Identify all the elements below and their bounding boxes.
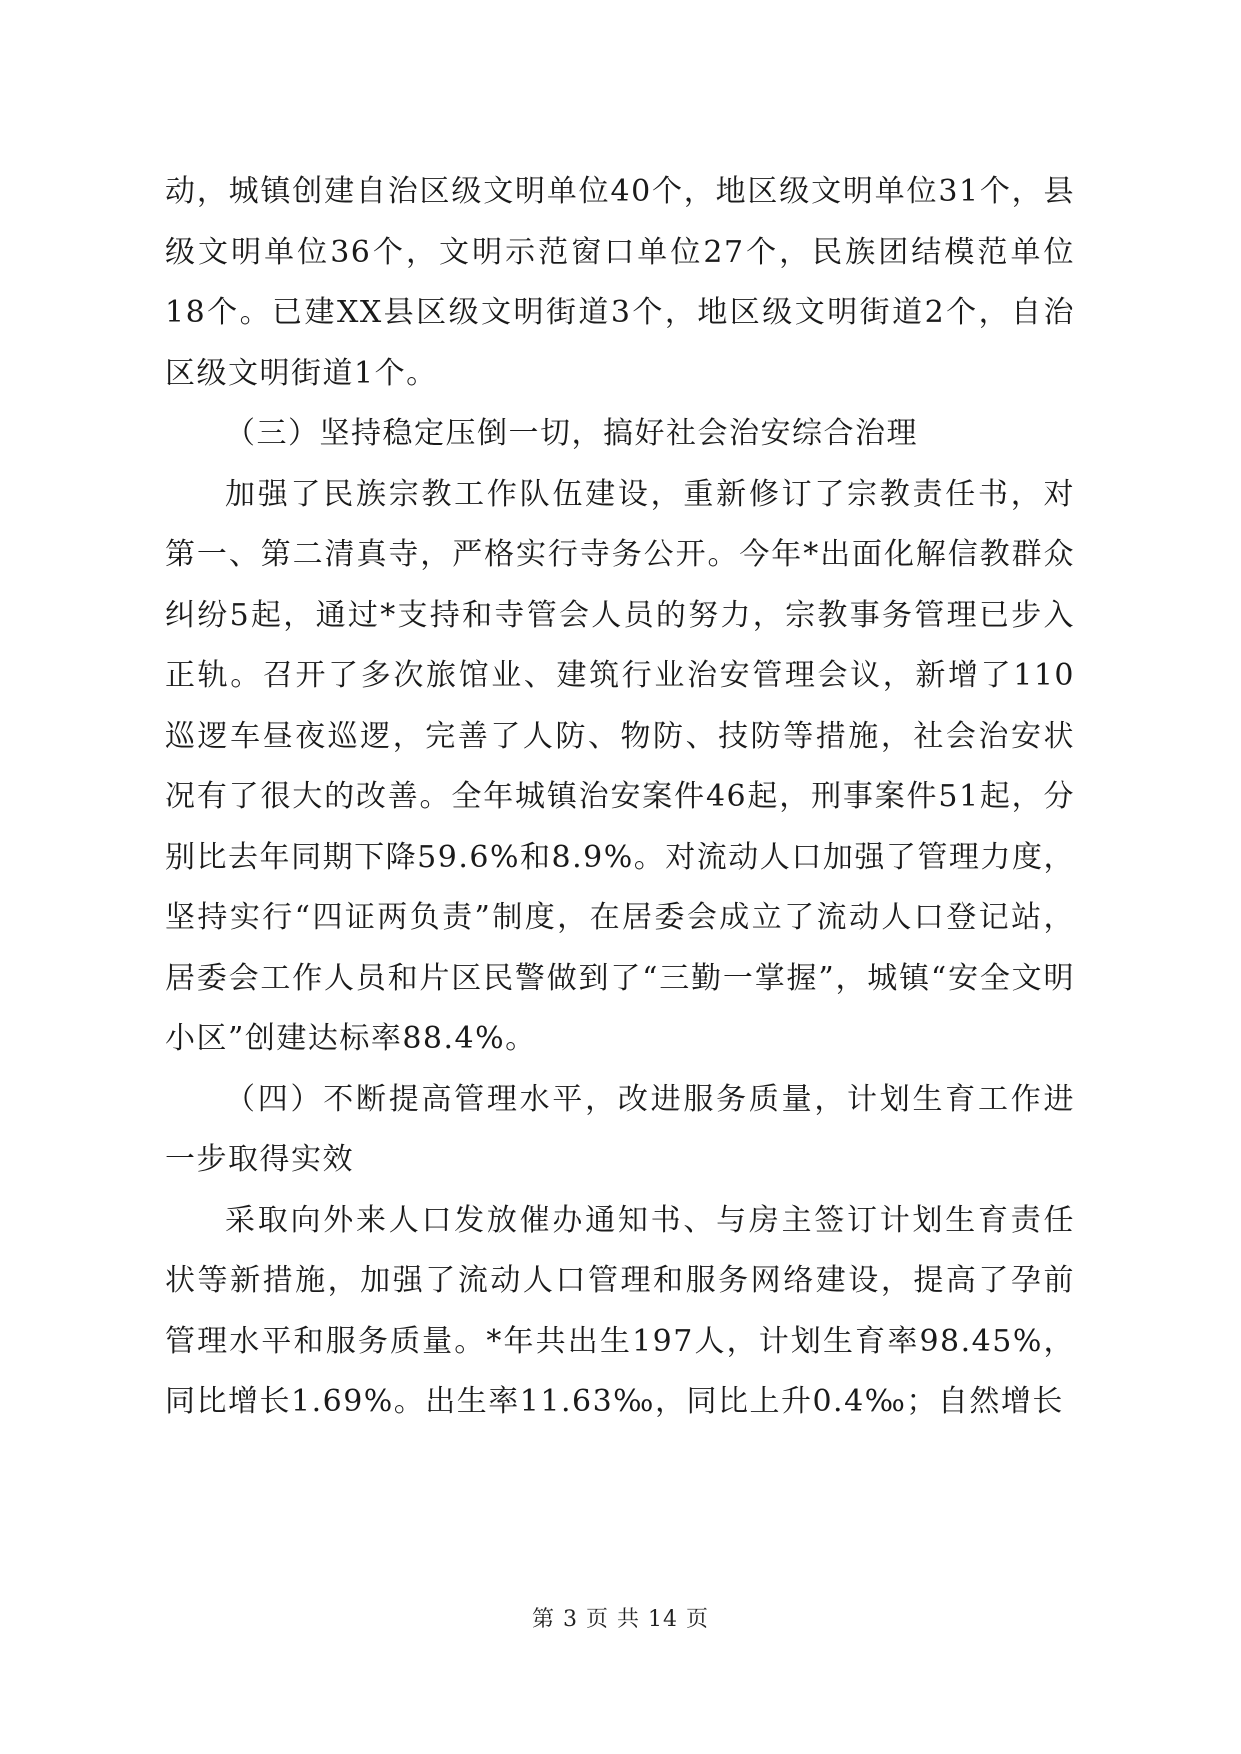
section-heading-4: （四）不断提高管理水平，改进服务质量，计划生育工作进一步取得实效	[165, 1081, 1075, 1177]
page-number-footer: 第 3 页 共 14 页	[532, 1607, 709, 1632]
section-heading-3: （三）坚持稳定压倒一切，搞好社会治安综合治理	[225, 416, 918, 451]
body-text	[165, 162, 1075, 1433]
paragraph-2: 加强了民族宗教工作队伍建设，重新修订了宗教责任书，对第一、第二清真寺，严格实行寺务公开。今年*出面化解信教群众纠纷5起，通过*支持和寺管会人员的努力，宗教事务管理已步入正轨。召开了多次旅馆业、建筑行业治安管理会议，新增了110巡逻车昼夜巡逻，完善了人防、物防、技防等措施，社会治安状况有了很大的改善。全年城镇治安案件46起，刑事案件51起，分别比去年同期下降59.6%和8.9%。对流动人口加强了管理力度，坚持实行“四证两负责”制度，在居委会成立了流动人口登记站，居委会工作人员和片区民警做到了“三勤一掌握”，城镇“安全文明小区”创建达标率88.4%。	[165, 476, 1075, 1056]
paragraph-3: 采取向外来人口发放催办通知书、与房主签订计划生育责任状等新措施，加强了流动人口管理和服务网络建设，提高了孕前管理水平和服务质量。*年共出生197人，计划生育率98.45%，同比增长1.69%。出生率11.63‰，同比上升0.4‰；自然增长	[165, 1202, 1075, 1419]
paragraph-1: 动，城镇创建自治区级文明单位40个，地区级文明单位31个，县级文明单位36个，文明示范窗口单位27个，民族团结模范单位18个。已建XX县区级文明街道3个，地区级文明街道2个，自治区级文明街道1个。	[165, 174, 1075, 391]
